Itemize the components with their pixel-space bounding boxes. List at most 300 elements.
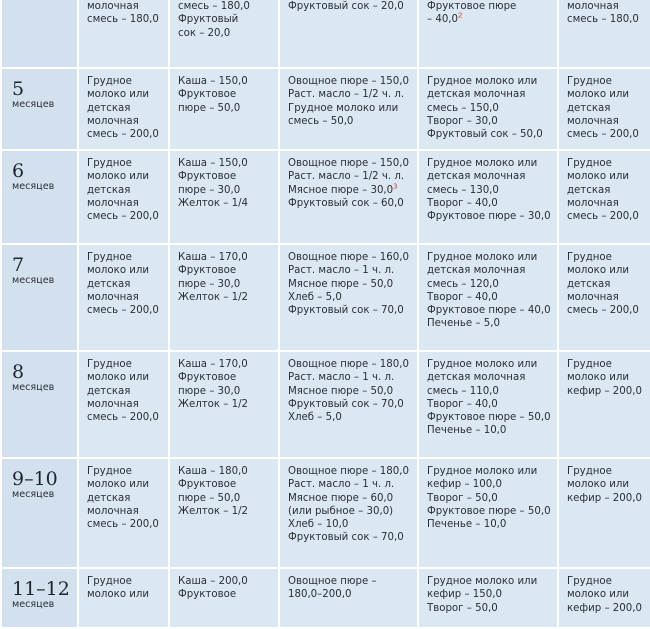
meal-cell <box>78 458 169 568</box>
meal-item <box>567 102 650 115</box>
meal-item-text: пюре – 30,0 <box>178 184 241 196</box>
meal-item-text: Фруктовое <box>178 372 237 384</box>
meal-cell <box>418 150 558 244</box>
meal-item-text: молочная <box>87 505 139 517</box>
meal-item <box>87 371 168 384</box>
meal-item-text: Фруктовое <box>178 89 237 101</box>
meal-item-text: смесь – 50,0 <box>288 115 354 127</box>
meal-item-text: смесь – 110,0 <box>427 385 499 397</box>
age-number: 11–12 <box>12 578 70 600</box>
meal-item <box>567 465 650 478</box>
meal-item-text: Грудное молоко или <box>427 76 538 87</box>
meal-item <box>178 13 278 26</box>
age-cell <box>1 68 78 150</box>
meal-item <box>427 398 557 411</box>
meal-item-text: Каша – 170,0 <box>178 252 248 263</box>
meal-item <box>567 13 650 26</box>
meal-item <box>567 210 650 223</box>
meal-item-text: Фруктовое пюре – 30,0 <box>427 211 551 223</box>
meal-item <box>427 411 557 424</box>
meal-item <box>567 115 650 128</box>
meal-item-text: Грудное <box>87 359 132 370</box>
meal-item <box>288 291 417 304</box>
meal-item <box>567 264 650 277</box>
meal-item <box>87 102 168 115</box>
meal-item-text: молочная <box>567 291 619 303</box>
meal-item-text: детская <box>87 385 131 397</box>
meal-item <box>288 492 417 505</box>
meal-item-text: молочная <box>87 197 139 209</box>
age-number: 7 <box>12 254 25 276</box>
meal-item-text: – 40,0 <box>427 14 459 26</box>
meal-cell <box>78 68 169 150</box>
meal-item-text: Желток – 1/2 <box>178 505 249 517</box>
meal-item <box>87 251 168 264</box>
meal-item <box>178 75 278 88</box>
meal-cell <box>78 351 169 458</box>
meal-item-text: Фруктовое <box>178 589 237 601</box>
meal-item-text: Фруктовый сок – 50,0 <box>427 129 543 141</box>
meal-item <box>87 128 168 141</box>
meal-item <box>427 424 557 437</box>
meal-item <box>288 575 417 588</box>
meal-item <box>288 115 417 128</box>
meal-item <box>87 465 168 478</box>
footnote-marker: 2 <box>458 11 463 20</box>
meal-item-text: Грудное молоко или <box>427 252 538 263</box>
meal-item <box>288 75 417 88</box>
meal-item <box>178 251 278 264</box>
meal-item <box>178 575 278 588</box>
meal-item <box>567 304 650 317</box>
meal-item-text: детская молочная <box>427 89 526 101</box>
meal-cell <box>558 68 650 150</box>
meal-item-text: молочная <box>87 115 139 127</box>
meal-item <box>427 385 557 398</box>
meal-item <box>288 264 417 277</box>
age-cell <box>1 150 78 244</box>
table-row <box>1 351 650 458</box>
meal-item-text: 180,0–200,0 <box>288 589 352 601</box>
meal-item <box>288 371 417 384</box>
meal-item-text: детская молочная <box>427 171 526 183</box>
meal-item <box>87 304 168 317</box>
meal-item-text: молочная <box>567 1 619 12</box>
meal-item-text: Раст. масло – 1 ч. л. <box>288 265 395 277</box>
age-unit-label: месяцев <box>12 489 55 500</box>
meal-item-text: Фруктовый <box>178 14 239 26</box>
meal-item <box>178 478 278 491</box>
meal-item-text: детская <box>567 102 611 114</box>
meal-item <box>87 398 168 411</box>
meal-item <box>288 505 417 518</box>
meal-item-text: кефир – 100,0 <box>427 479 502 491</box>
meal-item <box>427 278 557 291</box>
meal-item-text: молочная <box>567 115 619 127</box>
meal-item-text: молоко или <box>87 372 150 384</box>
meal-item <box>567 602 650 615</box>
meal-item <box>567 88 650 101</box>
age-unit-label: месяцев <box>12 382 55 393</box>
meal-item-text: молоко или <box>567 265 630 277</box>
meal-item-text: молоко или <box>567 89 630 101</box>
meal-item <box>288 170 417 183</box>
meal-item <box>87 170 168 183</box>
table-row <box>1 150 650 244</box>
meal-item <box>87 0 168 13</box>
meal-item-text: Фруктовый сок – 70,0 <box>288 305 404 317</box>
age-unit-label: месяцев <box>12 99 55 110</box>
meal-item-text: Творог – 50,0 <box>427 492 498 504</box>
meal-item-text: молочная <box>87 398 139 410</box>
meal-item-text: Хлеб – 10,0 <box>288 519 349 531</box>
meal-item <box>427 264 557 277</box>
meal-item <box>427 197 557 210</box>
meal-item <box>87 210 168 223</box>
meal-item <box>427 304 557 317</box>
meal-item-text: Грудное <box>567 466 612 477</box>
age-cell <box>1 0 78 68</box>
meal-item <box>87 385 168 398</box>
meal-item <box>288 157 417 170</box>
meal-cell <box>418 351 558 458</box>
meal-item-text: Фруктовое <box>178 479 237 491</box>
meal-item <box>288 411 417 424</box>
meal-item-text: Раст. масло – 1/2 ч. л. <box>288 89 405 101</box>
meal-item-text: смесь – 120,0 <box>427 278 499 290</box>
meal-item-text: молоко или <box>87 89 150 101</box>
meal-item <box>427 75 557 88</box>
age-number: 8 <box>12 361 25 383</box>
meal-item <box>87 492 168 505</box>
meal-item-text: Фруктовое пюре – 50,0 <box>427 412 551 424</box>
meal-item <box>427 88 557 101</box>
meal-cell <box>169 150 279 244</box>
table-row <box>1 68 650 150</box>
meal-item <box>178 184 278 197</box>
meal-item <box>87 75 168 88</box>
meal-item <box>87 157 168 170</box>
meal-cell <box>418 458 558 568</box>
meal-item-text: Желток – 1/2 <box>178 291 249 303</box>
meal-item-text: Грудное <box>567 76 612 87</box>
meal-item-text: Каша – 150,0 <box>178 158 248 169</box>
meal-item-text: молочная <box>87 1 139 12</box>
meal-item <box>427 358 557 371</box>
meal-item <box>87 358 168 371</box>
meal-item <box>427 102 557 115</box>
meal-item-text: Грудное <box>87 158 132 169</box>
meal-item-text: Каша – 180,0 <box>178 466 248 477</box>
meal-item-text: детская <box>87 278 131 290</box>
meal-item <box>427 128 557 141</box>
meal-cell <box>418 68 558 150</box>
age-unit-label: месяцев <box>12 275 55 286</box>
meal-item <box>567 170 650 183</box>
meal-item-text: детская молочная <box>427 265 526 277</box>
meal-item-text: пюре – 50,0 <box>178 102 241 114</box>
meal-item <box>427 210 557 223</box>
meal-item <box>288 184 417 197</box>
meal-item <box>427 518 557 531</box>
meal-item <box>87 411 168 424</box>
meal-item <box>288 102 417 115</box>
meal-item <box>288 478 417 491</box>
meal-item <box>427 492 557 505</box>
meal-item-text: Желток – 1/2 <box>178 398 249 410</box>
age-number: 9–10 <box>12 468 58 490</box>
footnote-marker: 3 <box>393 182 398 191</box>
meal-item <box>427 575 557 588</box>
table-row <box>1 244 650 351</box>
meal-item-text: пюре – 50,0 <box>178 492 241 504</box>
meal-cell <box>558 0 650 68</box>
meal-cell <box>169 68 279 150</box>
meal-cell <box>279 0 418 68</box>
age-number: 6 <box>12 160 25 182</box>
meal-item <box>178 0 278 13</box>
meal-cell <box>418 568 558 628</box>
meal-item-text: Мясное пюре – 30,0 <box>288 184 394 196</box>
meal-cell <box>279 68 418 150</box>
meal-cell <box>279 458 418 568</box>
meal-item-text: Мясное пюре – 60,0 <box>288 492 394 504</box>
meal-item-text: смесь – 200,0 <box>87 519 159 531</box>
meal-item-text: молоко или <box>567 589 630 601</box>
meal-item-text: Мясное пюре – 50,0 <box>288 278 394 290</box>
meal-cell <box>78 0 169 68</box>
meal-item-text: смесь – 200,0 <box>87 305 159 317</box>
meal-cell <box>169 244 279 351</box>
meal-item-text: Раст. масло – 1/2 ч. л. <box>288 171 405 183</box>
age-cell <box>1 244 78 351</box>
meal-item <box>288 197 417 210</box>
meal-item <box>567 291 650 304</box>
meal-item-text: смесь – 180,0 <box>178 1 250 12</box>
meal-item-text: смесь – 200,0 <box>567 211 639 223</box>
meal-item-text: сок – 20,0 <box>178 27 231 39</box>
meal-cell <box>558 351 650 458</box>
meal-item-text: Грудное <box>567 158 612 169</box>
meal-cell <box>78 150 169 244</box>
meal-item-text: Печенье – 10,0 <box>427 519 507 531</box>
meal-item <box>87 518 168 531</box>
table-row <box>1 568 650 628</box>
meal-item <box>427 371 557 384</box>
meal-item-text: Грудное <box>87 76 132 87</box>
meal-item-text: Фруктовый сок – 70,0 <box>288 398 404 410</box>
meal-item-text: Творог – 40,0 <box>427 398 498 410</box>
meal-item <box>178 492 278 505</box>
meal-item-text: Овощное пюре – 150,0 <box>288 158 409 169</box>
meal-item-text: Хлеб – 5,0 <box>288 291 342 303</box>
age-number: 5 <box>12 78 25 100</box>
meal-item-text: Творог – 50,0 <box>427 602 498 614</box>
meal-item-text: смесь – 180,0 <box>87 14 159 26</box>
meal-item-text: Грудное <box>567 576 612 587</box>
meal-item-text: молоко или <box>87 479 150 491</box>
meal-cell <box>169 351 279 458</box>
meal-item-text: молоко или <box>567 171 630 183</box>
meal-item-text: Грудное молоко или <box>427 576 538 587</box>
meal-item <box>567 0 650 13</box>
meal-item <box>178 291 278 304</box>
meal-item <box>178 157 278 170</box>
meal-item <box>288 385 417 398</box>
meal-item-text: Грудное молоко или <box>427 158 538 169</box>
meal-item <box>87 478 168 491</box>
meal-item-text: Печенье – 5,0 <box>427 318 500 330</box>
meal-cell <box>279 568 418 628</box>
meal-item-text: детская <box>87 184 131 196</box>
age-cell <box>1 568 78 628</box>
meal-item-text: Творог – 30,0 <box>427 115 498 127</box>
meal-item <box>567 478 650 491</box>
meal-item <box>87 505 168 518</box>
table-row <box>1 0 650 68</box>
meal-cell <box>279 150 418 244</box>
meal-item-text: Каша – 150,0 <box>178 76 248 87</box>
meal-item <box>427 184 557 197</box>
age-unit-label: месяцев <box>12 181 55 192</box>
meal-cell <box>169 458 279 568</box>
meal-item-text: Грудное молоко или <box>427 359 538 370</box>
meal-item-text: Каша – 170,0 <box>178 359 248 370</box>
age-cell <box>1 458 78 568</box>
meal-item <box>288 531 417 544</box>
meal-item <box>427 115 557 128</box>
meal-cell <box>418 244 558 351</box>
meal-item-text: Овощное пюре – 180,0 <box>288 466 409 477</box>
meal-item-text: смесь – 150,0 <box>427 102 499 114</box>
meal-cell <box>279 244 418 351</box>
meal-item <box>567 184 650 197</box>
meal-item-text: Раст. масло – 1 ч. л. <box>288 372 395 384</box>
meal-item-text: Фруктовое <box>178 171 237 183</box>
meal-item-text: Грудное <box>87 252 132 263</box>
meal-item <box>427 251 557 264</box>
meal-item-text: Грудное молоко или <box>288 102 399 114</box>
meal-item-text: Грудное <box>567 252 612 263</box>
meal-item-text: Раст. масло – 1 ч. л. <box>288 479 395 491</box>
meal-item <box>427 505 557 518</box>
meal-item-text: детская <box>87 492 131 504</box>
meal-item <box>178 264 278 277</box>
age-unit-label: месяцев <box>12 599 55 610</box>
meal-item <box>288 518 417 531</box>
meal-cell <box>279 351 418 458</box>
meal-item <box>567 251 650 264</box>
meal-item-text: смесь – 130,0 <box>427 184 499 196</box>
meal-item <box>427 317 557 330</box>
meal-item <box>178 385 278 398</box>
meal-item-text: молочная <box>87 291 139 303</box>
meal-item-text: Грудное молоко или <box>427 466 538 477</box>
meal-item-text: (или рыбное – 30,0) <box>288 505 394 517</box>
meal-item-text: молоко или <box>87 265 150 277</box>
meal-item-text: Творог – 40,0 <box>427 197 498 209</box>
meal-cell <box>558 458 650 568</box>
meal-item-text: смесь – 180,0 <box>567 14 639 26</box>
meal-item <box>87 264 168 277</box>
meal-cell <box>169 568 279 628</box>
meal-item-text: Овощное пюре – 180,0 <box>288 359 409 370</box>
meal-item-text: молоко или <box>87 589 150 601</box>
meal-item-text: кефир – 200,0 <box>567 492 642 504</box>
meal-item <box>178 465 278 478</box>
meal-item <box>427 157 557 170</box>
meal-item <box>567 75 650 88</box>
meal-item <box>178 505 278 518</box>
meal-item-text: Хлеб – 5,0 <box>288 412 342 424</box>
meal-item <box>288 0 417 13</box>
meal-cell <box>558 568 650 628</box>
meal-item <box>288 398 417 411</box>
meal-item <box>178 398 278 411</box>
meal-item-text: Каша – 200,0 <box>178 576 248 587</box>
meal-item <box>87 278 168 291</box>
meal-item-text: Фруктовое пюре – 50,0 <box>427 505 551 517</box>
meal-item <box>567 278 650 291</box>
meal-item <box>567 358 650 371</box>
meal-item-text: Фруктовый сок – 20,0 <box>288 1 404 12</box>
meal-item <box>288 465 417 478</box>
meal-item-text: Фруктовое пюре – 40,0 <box>427 305 551 317</box>
meal-item-text: молоко или <box>87 171 150 183</box>
meal-item-text: детская <box>87 102 131 114</box>
meal-item-text: Мясное пюре – 50,0 <box>288 385 394 397</box>
meal-item-text: Овощное пюре – <box>288 576 377 587</box>
meal-item <box>178 88 278 101</box>
meal-cell <box>78 568 169 628</box>
meal-item <box>178 371 278 384</box>
meal-item <box>87 184 168 197</box>
meal-item <box>427 465 557 478</box>
meal-item <box>427 602 557 615</box>
meal-item-text: Фруктовое <box>178 265 237 277</box>
meal-item-text: Фруктовый сок – 70,0 <box>288 532 404 544</box>
meal-item <box>567 575 650 588</box>
meal-item-text: пюре – 30,0 <box>178 278 241 290</box>
meal-item-text: Овощное пюре – 150,0 <box>288 76 409 87</box>
meal-item-text: смесь – 200,0 <box>567 305 639 317</box>
meal-item-text: смесь – 200,0 <box>87 412 159 424</box>
meal-cell <box>558 244 650 351</box>
meal-item-text: Овощное пюре – 160,0 <box>288 252 409 263</box>
meal-cell <box>418 0 558 68</box>
meal-item <box>178 197 278 210</box>
meal-item-text: Грудное <box>87 466 132 477</box>
meal-cell <box>78 244 169 351</box>
meal-item-text: пюре – 30,0 <box>178 385 241 397</box>
meal-item <box>87 88 168 101</box>
meal-item-text: Творог – 40,0 <box>427 291 498 303</box>
meal-item-text: кефир – 150,0 <box>427 589 502 601</box>
meal-item <box>178 278 278 291</box>
meal-item-text: молочная <box>567 197 619 209</box>
meal-item <box>567 492 650 505</box>
meal-item-text: Печенье – 10,0 <box>427 425 507 437</box>
meal-item-text: кефир – 200,0 <box>567 385 642 397</box>
meal-item <box>87 291 168 304</box>
meal-cell <box>558 150 650 244</box>
meal-item-text: смесь – 200,0 <box>567 129 639 141</box>
meal-item-text: Фруктовый сок – 60,0 <box>288 197 404 209</box>
meal-item-text: Фруктовое пюре <box>427 1 517 12</box>
meal-item <box>178 170 278 183</box>
table-body <box>1 0 650 628</box>
meal-item <box>427 478 557 491</box>
